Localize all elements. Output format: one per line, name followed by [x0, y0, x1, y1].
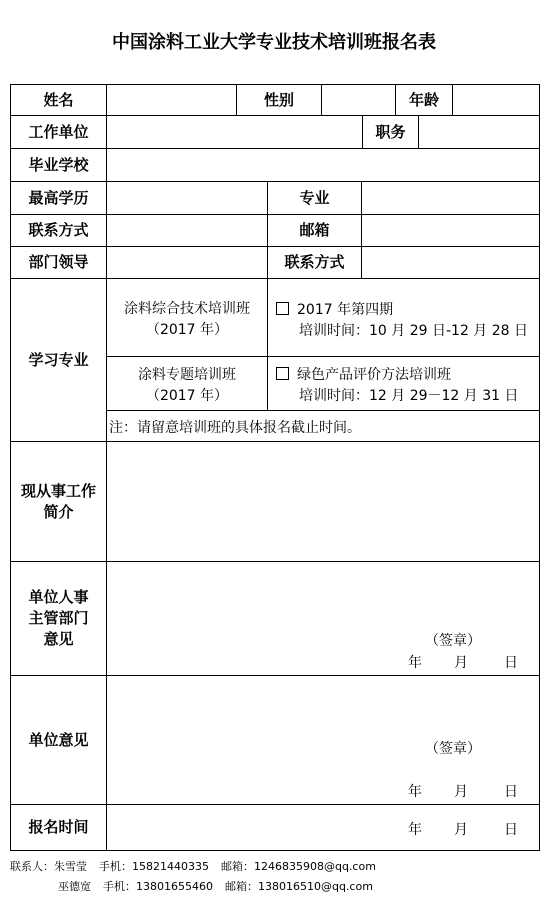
course-2-name-cell — [106, 356, 268, 411]
unit-month: 月 — [454, 784, 468, 800]
work-unit-field[interactable] — [106, 115, 363, 149]
course-1-option-cell — [267, 278, 540, 357]
study-major-label-text: 学习专业 — [28, 350, 89, 369]
signup-time-label — [10, 804, 107, 851]
footer-phone-label-2: 手机： — [103, 880, 136, 893]
footer-phone-label-1: 手机： — [99, 860, 132, 873]
hr-day: 日 — [504, 655, 518, 671]
course-2-checkbox[interactable] — [276, 367, 289, 380]
age-label-text: 年龄 — [408, 90, 439, 109]
course-2-time: 培训时间：12 月 29－12 月 31 日 — [299, 388, 519, 404]
current-work-label — [10, 441, 107, 562]
school-field[interactable] — [106, 148, 540, 182]
footer-contact-2 — [58, 878, 379, 894]
course-1-name-cell — [106, 278, 268, 357]
hr-year: 年 — [408, 655, 422, 671]
position-field[interactable] — [418, 115, 540, 149]
school-label — [10, 148, 107, 182]
education-label-text: 最高学历 — [28, 188, 89, 207]
footer-phone-1: 15821440335 — [132, 860, 209, 873]
work-unit-label-text: 工作单位 — [28, 122, 89, 141]
unit-opinion-label-text: 单位意见 — [28, 730, 89, 749]
form-title: 中国涂料工业大学专业技术培训班报名表 — [112, 32, 436, 53]
education-label — [10, 181, 107, 215]
gender-label-text: 性别 — [263, 90, 294, 109]
unit-opinion-field[interactable] — [106, 675, 540, 805]
leader-contact-label — [267, 246, 362, 279]
email-label — [267, 214, 362, 247]
footer-email-label-1: 邮箱： — [220, 860, 254, 873]
hr-opinion-label-text — [28, 587, 88, 650]
hr-month: 月 — [454, 655, 468, 671]
footer-name-1: 朱雪莹 — [54, 860, 87, 873]
leader-contact-label-text: 联系方式 — [284, 253, 345, 271]
dept-leader-label — [10, 246, 107, 279]
signup-time-label-text: 报名时间 — [28, 818, 89, 836]
gender-label — [236, 84, 322, 116]
course-2-option-cell — [267, 356, 540, 411]
unit-opinion-label — [10, 675, 107, 805]
signup-year: 年 — [408, 822, 422, 838]
note-text: 注：请留意培训班的具体报名截止时间。 — [109, 420, 361, 436]
footer-contact-1 — [10, 858, 382, 874]
unit-year: 年 — [408, 784, 422, 800]
contact-field[interactable] — [106, 214, 268, 247]
course-1-time: 培训时间：10 月 29 日-12 月 28 日 — [299, 323, 529, 339]
footer-contact-label: 联系人： — [10, 860, 54, 873]
contact-label — [10, 214, 107, 247]
age-field[interactable] — [452, 84, 540, 116]
footer-email-label-2: 邮箱： — [224, 880, 258, 893]
study-major-label — [10, 278, 107, 442]
education-field[interactable] — [106, 181, 268, 215]
major-field[interactable] — [361, 181, 540, 215]
hr-opinion-field[interactable] — [106, 561, 540, 676]
course-2-option — [276, 364, 451, 384]
signup-time-field[interactable] — [106, 804, 540, 851]
signup-day: 日 — [504, 822, 518, 838]
course-1-option — [276, 299, 393, 319]
course-2-option-text: 绿色产品评价方法培训班 — [297, 367, 451, 383]
footer-email-2: 138016510@qq.com — [257, 880, 373, 893]
major-label-text: 专业 — [299, 188, 330, 207]
major-label — [267, 181, 362, 215]
hr-opinion-label — [10, 561, 107, 676]
position-label-text: 职务 — [375, 122, 406, 141]
current-work-field[interactable] — [106, 441, 540, 562]
work-unit-label — [10, 115, 107, 149]
course-2-name: 涂料专题培训班 — [138, 367, 236, 383]
school-label-text: 毕业学校 — [28, 155, 89, 174]
gender-field[interactable] — [321, 84, 396, 116]
age-label — [395, 84, 453, 116]
unit-stamp: （签章） — [425, 741, 481, 757]
current-work-label-line1: 现从事工作 — [20, 481, 96, 500]
hr-stamp: （签章） — [425, 633, 481, 649]
course-1-option-text: 2017 年第四期 — [297, 302, 394, 318]
hr-opinion-label-line1: 单位人事 — [28, 588, 89, 606]
leader-contact-field[interactable] — [361, 246, 540, 279]
dept-leader-label-text: 部门领导 — [28, 253, 89, 271]
footer-name-2: 巫德宽 — [58, 880, 91, 893]
unit-day: 日 — [504, 784, 518, 800]
position-label — [362, 115, 419, 149]
current-work-label-text — [21, 481, 96, 523]
dept-leader-field[interactable] — [106, 246, 268, 279]
name-field[interactable] — [106, 84, 237, 116]
footer-phone-2: 13801655460 — [136, 880, 213, 893]
name-label-text: 姓名 — [43, 90, 74, 109]
course-2-year: （2017 年） — [145, 388, 229, 404]
course-1-year: （2017 年） — [145, 322, 229, 338]
note-cell — [106, 410, 540, 442]
email-label-text: 邮箱 — [299, 221, 330, 239]
course-1-checkbox[interactable] — [276, 302, 289, 315]
course-1-name: 涂料综合技术培训班 — [124, 301, 250, 317]
email-field[interactable] — [361, 214, 540, 247]
contact-label-text: 联系方式 — [28, 221, 89, 239]
footer-email-1: 1246835908@qq.com — [253, 860, 376, 873]
name-label — [10, 84, 107, 116]
current-work-label-line2: 简介 — [43, 502, 74, 521]
hr-opinion-label-line2: 主管部门 — [28, 609, 89, 627]
signup-month: 月 — [454, 822, 468, 838]
hr-opinion-label-line3: 意见 — [43, 630, 74, 648]
